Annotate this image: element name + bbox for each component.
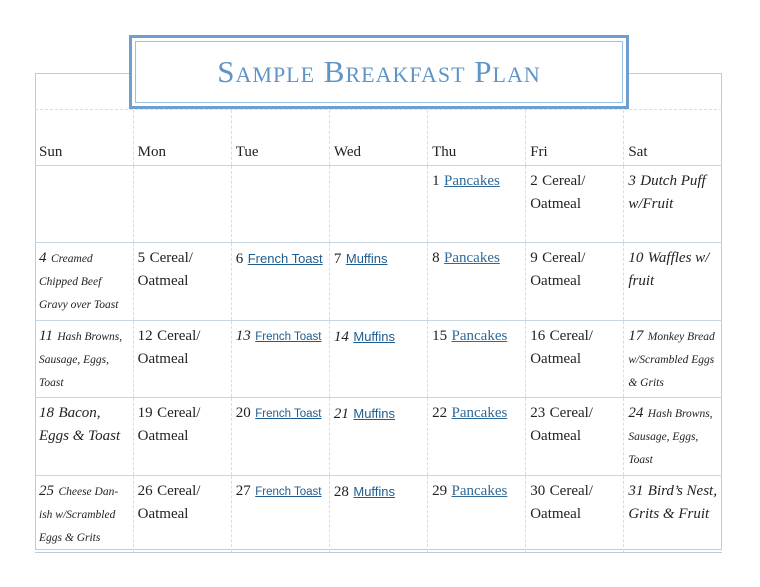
day-cell [133,243,231,321]
day-cell [428,320,526,398]
meal-text: Cereal/ Oatmeal [137,327,201,367]
day-number: 20 [235,405,251,422]
day-cell [329,320,427,398]
day-number: 17 [628,327,644,344]
week-row [35,398,722,476]
day-number: 26 [137,482,153,499]
day-cell [428,165,526,243]
day-header-sun: Sun [35,110,133,165]
meal-text: Cereal/ Oatmeal [530,405,593,445]
meal-text: Hash Browns, Sausage, Eggs, Toast [628,408,713,467]
meal-text: Creamed Chipped Beef Gravy over Toast [39,253,119,312]
day-header-wed: Wed [329,110,427,165]
day-cell [231,165,329,243]
day-cell [329,243,427,321]
day-cell [133,165,231,243]
day-cell [133,475,231,553]
day-number: 29 [432,482,448,499]
day-number: 24 [628,405,644,422]
day-cell [231,475,329,553]
day-number: 1 [432,172,440,189]
day-cell [35,243,133,321]
day-number: 3 [628,172,636,189]
week-row [35,165,722,243]
week-row [35,475,722,553]
day-cell [428,475,526,553]
day-cell [231,320,329,398]
french-toast-link[interactable]: French Toast [255,408,322,421]
meal-text: Bacon, Eggs & Toast [39,405,121,445]
day-cell [526,320,624,398]
day-cell [133,398,231,476]
french-toast-link[interactable]: French Toast [255,485,322,498]
muffins-link[interactable]: Muffins [353,328,396,344]
page-title: Sample Breakfast Plan [217,54,541,89]
day-header-thu: Thu [428,110,526,165]
day-number: 23 [530,405,546,422]
day-number: 11 [39,327,53,344]
day-cell [428,243,526,321]
day-number: 21 [333,406,349,423]
day-cell [35,475,133,553]
muffins-link[interactable]: Muffins [345,251,388,267]
pancakes-link[interactable]: Pancakes [451,405,508,422]
day-cell [624,398,722,476]
day-number: 19 [137,405,153,422]
day-number: 30 [530,482,546,499]
day-number: 6 [235,251,244,268]
muffins-link[interactable]: Muffins [353,406,396,422]
day-cell [428,398,526,476]
day-cell [231,398,329,476]
day-cell [35,165,133,243]
day-cell [231,243,329,321]
title-box-inner [135,41,623,103]
day-number: 25 [39,482,54,499]
meal-text: Cereal/ Oatmeal [530,482,593,522]
week-row [35,243,722,321]
meal-text: Cheese Dan-ish w/Scrambled Eggs & Grits [39,485,119,544]
day-number: 14 [333,328,349,345]
meal-text: Cereal/ Oatmeal [530,172,586,212]
meal-text: Cereal/ Oatmeal [137,405,201,445]
day-number: 10 [628,250,644,267]
pancakes-link[interactable]: Pancakes [444,172,500,189]
day-cell [133,320,231,398]
day-cell [329,475,427,553]
day-header-tue: Tue [231,110,329,165]
meal-text: Cereal/ Oatmeal [137,250,193,290]
day-cell [35,398,133,476]
day-cell [624,475,722,553]
day-number: 27 [235,482,251,499]
meal-text: Waffles w/ fruit [628,250,710,290]
meal-text: Cereal/ Oatmeal [137,482,201,522]
day-cell [329,398,427,476]
day-number: 9 [530,250,538,267]
day-cell [526,243,624,321]
day-header-mon: Mon [133,110,231,165]
day-cell [624,243,722,321]
day-number: 7 [333,251,342,268]
day-cell [624,320,722,398]
day-header-sat: Sat [624,110,722,165]
pancakes-link[interactable]: Pancakes [451,482,508,499]
meal-text: Dutch Puff w/Fruit [628,172,706,212]
meal-text: Cereal/ Oatmeal [530,250,586,290]
meal-text: Monkey Bread w/Scrambled Eggs & Grits [628,330,715,389]
day-cell [526,165,624,243]
calendar-table [35,110,722,553]
day-cell [526,398,624,476]
day-number: 4 [39,250,47,267]
day-number: 28 [333,483,349,500]
day-number: 8 [432,250,440,267]
day-cell [624,165,722,243]
french-toast-link[interactable]: French Toast [255,330,322,343]
day-header-row [35,110,722,165]
day-cell [329,165,427,243]
day-number: 16 [530,327,546,344]
meal-text: Hash Browns, Sausage, Eggs, Toast [39,330,123,389]
muffins-link[interactable]: Muffins [353,483,396,499]
day-number: 2 [530,172,538,189]
day-number: 12 [137,327,153,344]
day-number: 15 [432,327,448,344]
french-toast-link[interactable]: French Toast [247,251,323,267]
day-number: 18 [39,405,54,422]
week-row [35,320,722,398]
pancakes-link[interactable]: Pancakes [444,250,500,267]
day-header-fri: Fri [526,110,624,165]
day-number: 31 [628,482,644,499]
day-cell [35,320,133,398]
pancakes-link[interactable]: Pancakes [451,327,508,344]
title-box [129,35,629,109]
day-number: 22 [432,405,448,422]
day-number: 5 [137,250,146,267]
meal-text: Bird’s Nest, Grits & Fruit [628,482,717,522]
meal-text: Cereal/ Oatmeal [530,327,593,367]
day-number: 13 [235,327,251,344]
day-cell [526,475,624,553]
